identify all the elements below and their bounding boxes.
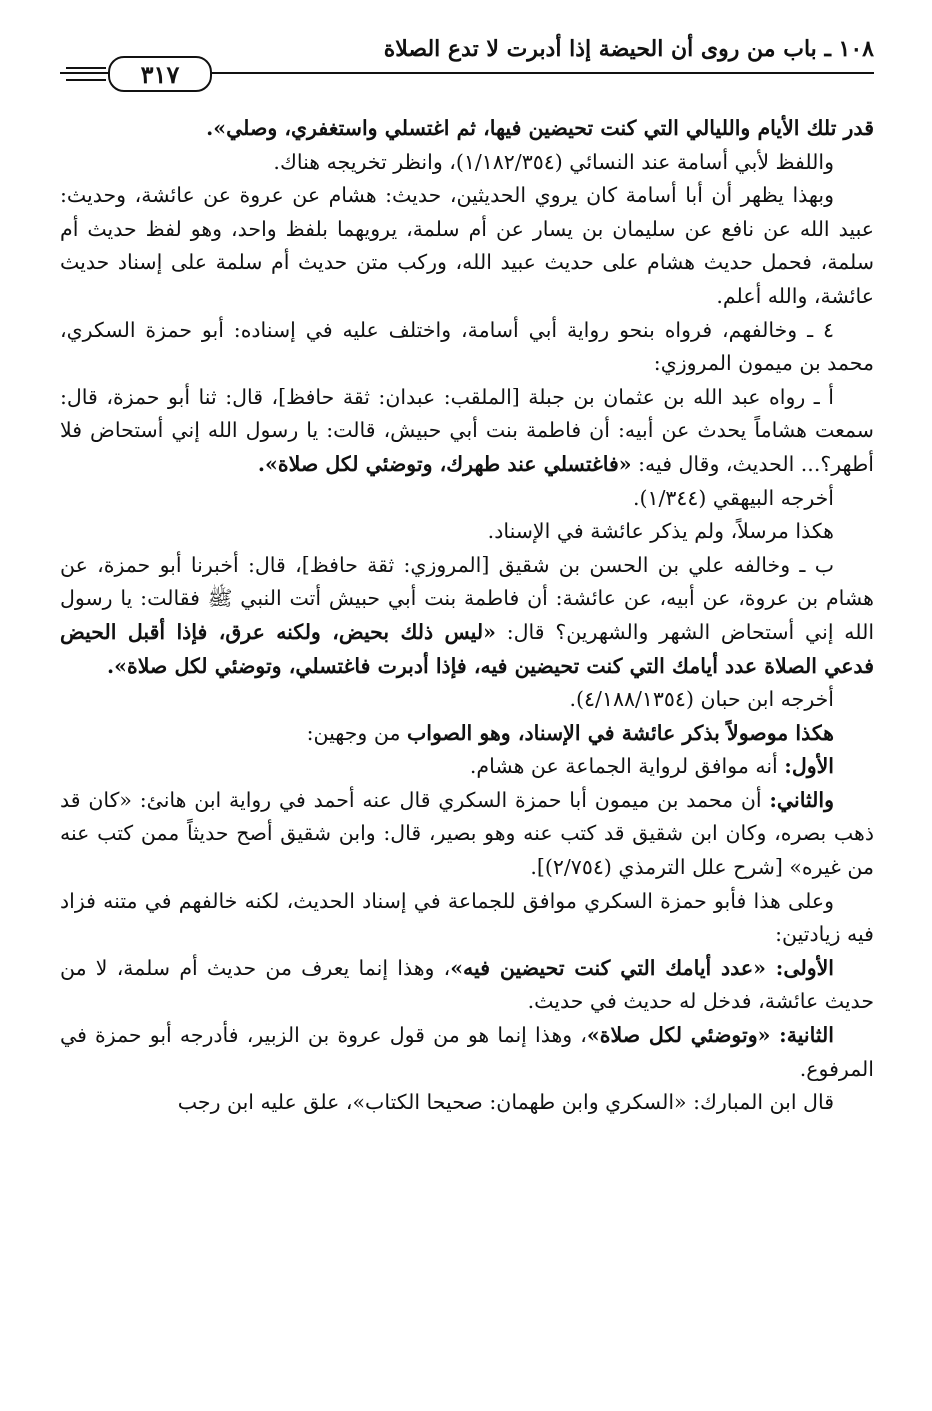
paragraph: قال ابن المبارك: «السكري وابن طهمان: صحيحا الكتاب»، علق عليه ابن رجب xyxy=(177,1090,834,1115)
chapter-title: ١٠٨ ـ باب من روى أن الحيضة إذا أدبرت لا تدع الصلاة xyxy=(383,36,874,62)
paragraph: واللفظ لأبي أسامة عند النسائي (١/١٨٢/٣٥٤)، وانظر تخريجه هناك. xyxy=(273,149,834,174)
paragraph-text: أ ـ رواه عبد الله بن عثمان بن جبلة [الملقب: عبدان: ثقة حافظ]، قال: ثنا أبو حمزة، قال: سمعت هشاماً يحدث عن أبيه: أن فاطمة بنت أبي حبيش، قالت: يا رسول الله إني أستحاض فلا أطهر؟... الحديث، وقال فيه: xyxy=(60,384,874,476)
paragraph-text: من وجهين: xyxy=(306,720,407,745)
page-body xyxy=(60,112,874,1120)
bold-phrase: الأول: xyxy=(784,754,834,779)
paragraph-text: ب ـ وخالفه علي بن الحسن بن شقيق [المروزي: ثقة حافظ]، قال: أخبرنا أبو حمزة، عن هشام بن عروة، عن أبيه، عن عائشة: أن فاطمة بنت أبي حبيش أتت النبي ﷺ فقالت: يا رسول الله إني أستحاض الشهر والشهرين؟ قال: xyxy=(60,552,875,644)
page-header xyxy=(60,28,874,92)
paragraph: أخرجه البيهقي (١/٣٤٤). xyxy=(632,485,834,510)
paragraph-text: ، وهذا إنما هو من قول عروة بن الزبير، فأدرجه أبو حمزة في المرفوع. xyxy=(60,1023,874,1081)
hadith-quote: «فاغتسلي عند طهرك، وتوضئي لكل صلاة». xyxy=(257,451,632,476)
paragraph: وبهذا يظهر أن أبا أسامة كان يروي الحديثين، حديث: هشام عن عروة عن عائشة، وحديث: عبيد الله عن نافع عن سليمان بن يسار عن أم سلمة، يرويهما بلفظ واحد، وهو لفظ حديث أم سلمة، فحمل حديث هشام على حديث عبيد الله، وركب متن حديث أم سلمة على إسناد حديث عائشة، والله أعلم. xyxy=(60,183,874,308)
paragraph xyxy=(60,381,874,482)
paragraph-text: ، وهذا إنما يعرف من حديث أم سلمة، لا من حديث عائشة، فدخل له حديث في حديث. xyxy=(60,955,874,1014)
paragraph xyxy=(60,717,874,751)
bold-phrase: الثانية: «وتوضئي لكل صلاة» xyxy=(586,1023,834,1048)
bold-phrase: هكذا موصولاً بذكر عائشة في الإسناد، وهو الصواب xyxy=(406,720,834,745)
paragraph: قدر تلك الأيام والليالي التي كنت تحيضين فيها، ثم اغتسلي واستغفري، وصلي». xyxy=(206,116,874,140)
paragraph-text: أن محمد بن ميمون أبا حمزة السكري قال عنه أحمد في رواية ابن هانئ: «كان قد ذهب بصره، وكان ابن شقيق قد كتب عنه وهو بصير، قال: وابن شقيق أصح حديثاً ممن كتب عنه من غيره» [شرح علل الترمذي (٢/٧٥٤)]. xyxy=(60,787,874,880)
paragraph: هكذا مرسلاً، ولم يذكر عائشة في الإسناد. xyxy=(487,519,834,544)
bold-phrase: والثاني: xyxy=(769,787,834,812)
page-number: ٣١٧ xyxy=(108,56,212,92)
paragraph xyxy=(60,549,874,683)
paragraph xyxy=(60,784,874,885)
paragraph xyxy=(60,1019,874,1086)
paragraph xyxy=(60,750,874,784)
paragraph xyxy=(60,952,874,1019)
paragraph: أخرجه ابن حبان (٤/١٨٨/١٣٥٤). xyxy=(569,687,834,712)
hadith-quote: «ليس ذلك بحيض، ولكنه عرق، فإذا أقبل الحيض فدعي الصلاة عدد أيامك التي كنت تحيضين فيه، فإذا أدبرت فاغتسلي، وتوضئي لكل صلاة». xyxy=(60,619,874,678)
paragraph: وعلى هذا فأبو حمزة السكري موافق للجماعة في إسناد الحديث، لكنه خالفهم في متنه فزاد فيه زيادتين: xyxy=(60,888,874,947)
paragraph-text: أنه موافق لرواية الجماعة عن هشام. xyxy=(469,754,785,779)
paragraph: ٤ ـ وخالفهم، فرواه بنحو رواية أبي أسامة، واختلف عليه في إسناده: أبو حمزة السكري، محمد بن ميمون المروزي: xyxy=(60,317,874,376)
bold-phrase: الأولى: «عدد أيامك التي كنت تحيضين فيه» xyxy=(450,955,834,980)
